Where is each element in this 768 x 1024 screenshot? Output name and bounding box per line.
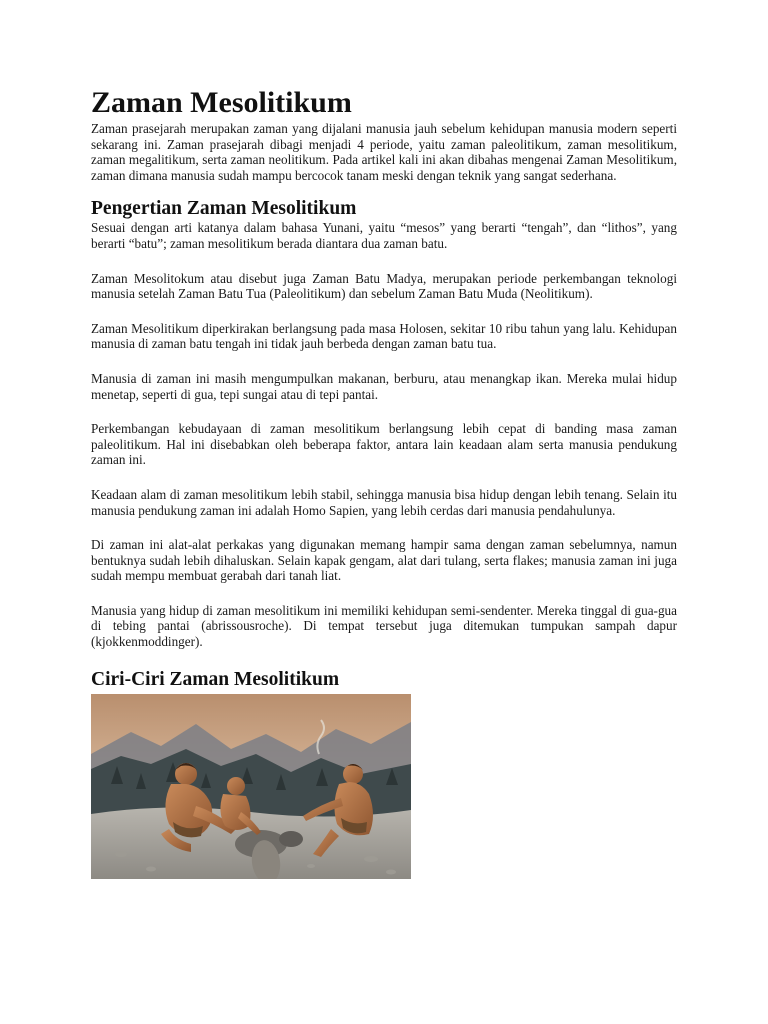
section-heading-pengertian: Pengertian Zaman Mesolitikum [91, 198, 357, 220]
mesolithic-people-illustration [91, 694, 411, 879]
body-paragraph: Sesuai dengan arti katanya dalam bahasa Yunani, yaitu “mesos” yang berarti “tengah”, dan “lithos”, yang berarti “batu”; zaman mesolitikum berada diantara dua zaman batu. [91, 220, 677, 251]
section-pengertian-body [91, 220, 677, 649]
body-paragraph: Manusia yang hidup di zaman mesolitikum ini memiliki kehidupan semi-sendenter. Mereka tinggal di gua-gua di tebing pantai (abrissousroche). Di tempat tersebut juga ditemukan tumpukan sampah dapur (kjokkenmoddinger). [91, 602, 677, 650]
body-paragraph: Keadaan alam di zaman mesolitikum lebih stabil, sehingga manusia bisa hidup dengan lebih tenang. Selain itu manusia pendukung zaman ini adalah Homo Sapien, yang lebih cerdas dari manusia pendahulunya. [91, 486, 677, 518]
body-paragraph: Zaman Mesolitokum atau disebut juga Zaman Batu Madya, merupakan periode perkembangan teknologi manusia setelah Zaman Batu Tua (Paleolitikum) dan sebelum Zaman Batu Muda (Neolitikum). [91, 270, 677, 302]
body-paragraph: Manusia di zaman ini masih mengumpulkan makanan, berburu, atau menangkap ikan. Mereka mulai hidup menetap, seperti di gua, tepi sungai atau di tepi pantai. [91, 370, 677, 402]
document-title: Zaman Mesolitikum [91, 86, 352, 119]
intro-paragraph: Zaman prasejarah merupakan zaman yang dijalani manusia jauh sebelum kehidupan manusia modern seperti sekarang ini. Zaman prasejarah dibagi menjadi 4 periode, yaitu zaman paleolitikum, zaman mesolitikum, zaman megalitikum, serta zaman neolitikum. Pada artikel kali ini akan dibahas mengenai Zaman Mesolitikum, zaman dimana manusia sudah mampu bercocok tanam meski dengan teknik yang sangat sederhana. [91, 121, 677, 183]
document-page [91, 86, 677, 879]
body-paragraph: Zaman Mesolitikum diperkirakan berlangsung pada masa Holosen, sekitar 10 ribu tahun yang lalu. Kehidupan manusia di zaman batu tengah ini tidak jauh berbeda dengan zaman batu tua. [91, 320, 677, 352]
body-paragraph: Perkembangan kebudayaan di zaman mesolitikum berlangsung lebih cepat di banding masa zaman paleolitikum. Hal ini disebabkan oleh beberapa faktor, antara lain keadaan alam serta manusia pendukung zaman ini. [91, 421, 677, 468]
section-heading-ciri-ciri: Ciri-Ciri Zaman Mesolitikum [91, 668, 340, 690]
body-paragraph: Di zaman ini alat-alat perkakas yang digunakan memang hampir sama dengan zaman sebelumnya, namun bentuknya sudah lebih dihaluskan. Selain kapak gengam, alat dari tulang, serta flakes; manusia zaman ini juga sudah mempu membuat gerabah dari tanah liat. [91, 537, 677, 584]
